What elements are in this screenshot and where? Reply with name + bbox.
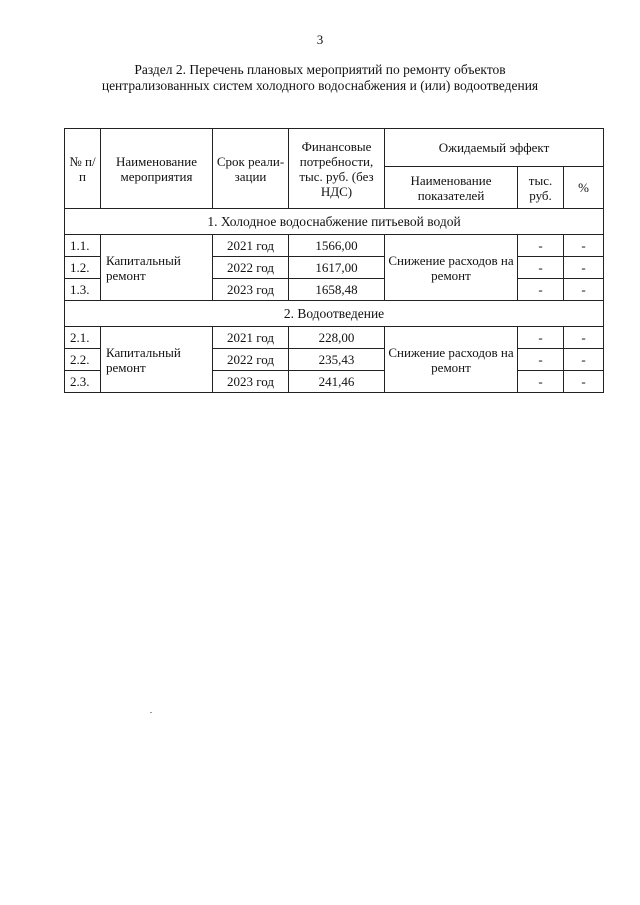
row-num: 1.1. (65, 235, 101, 257)
header-indicator: Наименование показателей (385, 167, 518, 209)
header-num: № п/п (65, 129, 101, 209)
row-num: 1.2. (65, 257, 101, 279)
row-amount: 1658,48 (289, 279, 385, 301)
section-title: Раздел 2. Перечень плановых мероприятий по ремонту объектов централизованных систем холодного водоснабжения и (или) водоотведения (101, 62, 539, 93)
row-rub: - (518, 235, 564, 257)
indicator-name: Снижение расходов на ремонт (385, 235, 518, 301)
row-rub: - (518, 257, 564, 279)
row-year: 2021 год (213, 235, 289, 257)
row-year: 2023 год (213, 371, 289, 393)
activity-name: Капитальный ремонт (101, 235, 213, 301)
row-year: 2022 год (213, 349, 289, 371)
row-pct: - (564, 349, 604, 371)
row-amount: 228,00 (289, 327, 385, 349)
row-pct: - (564, 257, 604, 279)
header-term: Срок реали-зации (213, 129, 289, 209)
section-title-2: 2. Водоотведение (65, 301, 604, 327)
header-finance: Финансовые потребности, тыс. руб. (без НДС) (289, 129, 385, 209)
table-row (65, 327, 604, 349)
indicator-name: Снижение расходов на ремонт (385, 327, 518, 393)
row-amount: 1617,00 (289, 257, 385, 279)
row-pct: - (564, 371, 604, 393)
scan-speck (150, 712, 152, 713)
row-amount: 235,43 (289, 349, 385, 371)
table-row (65, 235, 604, 257)
row-num: 1.3. (65, 279, 101, 301)
row-rub: - (518, 349, 564, 371)
row-year: 2023 год (213, 279, 289, 301)
row-year: 2021 год (213, 327, 289, 349)
page-number: 3 (316, 32, 324, 47)
row-rub: - (518, 371, 564, 393)
row-pct: - (564, 235, 604, 257)
header-effect: Ожидаемый эффект (385, 129, 604, 167)
row-num: 2.1. (65, 327, 101, 349)
row-num: 2.3. (65, 371, 101, 393)
section-row-2 (65, 301, 604, 327)
row-rub: - (518, 327, 564, 349)
row-num: 2.2. (65, 349, 101, 371)
plan-table (64, 128, 604, 393)
row-pct: - (564, 327, 604, 349)
row-year: 2022 год (213, 257, 289, 279)
row-amount: 1566,00 (289, 235, 385, 257)
header-row-1 (65, 129, 604, 167)
activity-name: Капитальный ремонт (101, 327, 213, 393)
header-thousand-rub: тыс. руб. (518, 167, 564, 209)
header-percent: % (564, 167, 604, 209)
row-amount: 241,46 (289, 371, 385, 393)
section-row-1 (65, 209, 604, 235)
header-name: Наименование мероприятия (101, 129, 213, 209)
row-rub: - (518, 279, 564, 301)
section-title-1: 1. Холодное водоснабжение питьевой водой (65, 209, 604, 235)
row-pct: - (564, 279, 604, 301)
